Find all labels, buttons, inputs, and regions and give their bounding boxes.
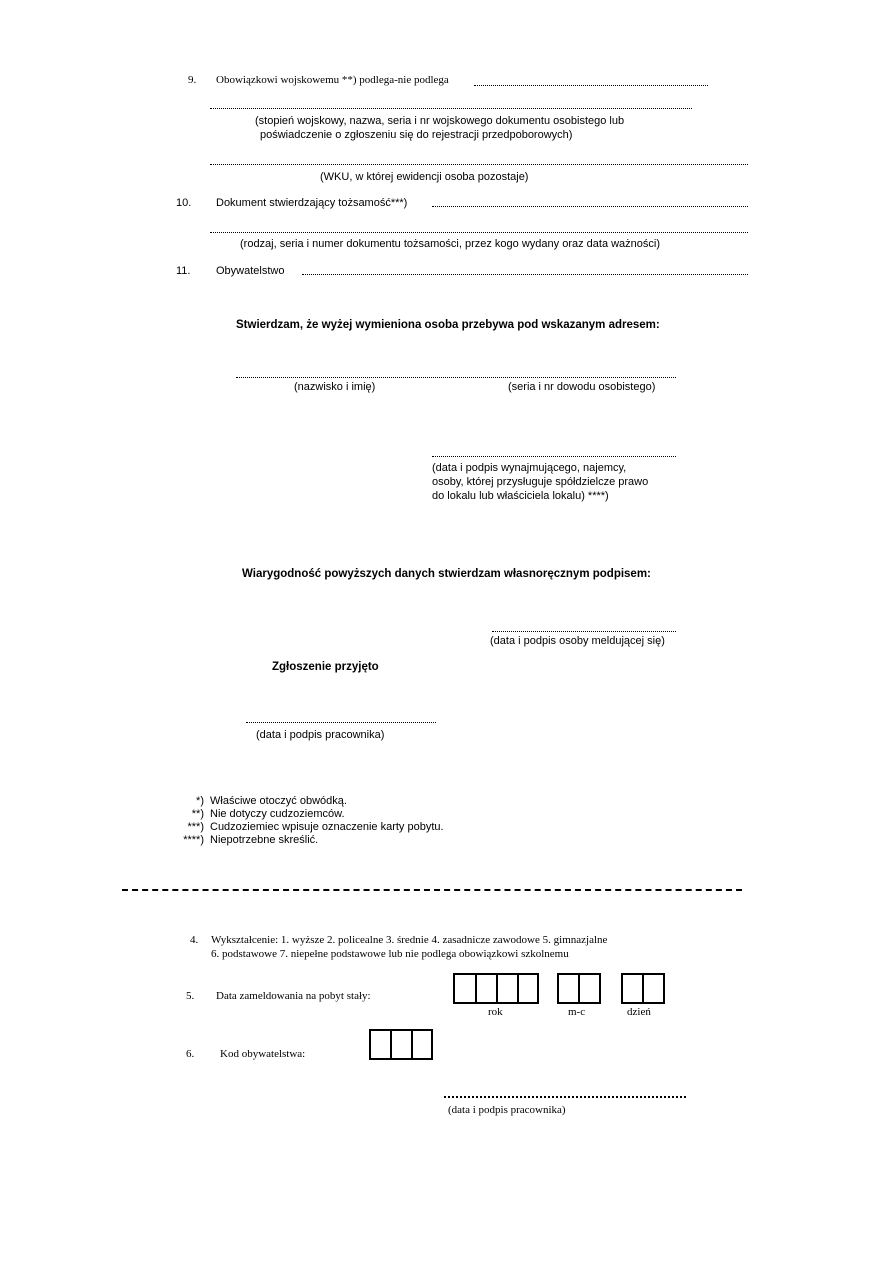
landlord-caption-line3: do lokalu lub właściciela lokalu) ****) [432,490,609,502]
citizenship-code-boxes[interactable] [369,1029,433,1060]
cut-line [122,889,742,891]
footnote-item [180,834,318,846]
name-caption: (nazwisko i imię) [294,381,376,393]
day-label: dzień [627,1006,651,1018]
identity-document-caption: (rodzaj, seria i numer dokumentu tożsamości, przez kogo wydany oraz data ważności) [240,238,661,250]
item5-number: 5. [186,990,195,1002]
wku-field[interactable] [210,164,748,165]
section10-number: 10. [176,197,192,209]
footnote-mark: ***) [187,821,204,833]
footnote-text: Cudzoziemiec wpisuje oznaczenie karty pobytu. [210,821,444,833]
day-box-divider [642,975,644,1002]
landlord-caption-line2: osoby, której przysługuje spółdzielcze prawo [432,476,649,488]
landlord-caption-line1: (data i podpis wynajmującego, najemcy, [432,462,627,474]
footnote-text: Niepotrzebne skreślić. [210,834,319,846]
citizenship-field[interactable] [302,274,748,275]
code-box-divider [411,1031,413,1058]
section11-label: Obywatelstwo [216,265,285,277]
footnote-text: Nie dotyczy cudzoziemców. [210,808,345,820]
footnote-mark: *) [196,795,204,807]
year-input-boxes[interactable] [453,973,539,1004]
year-box-divider [517,975,519,1002]
registration-date-label: Data zameldowania na pobyt stały: [216,990,371,1002]
office-signature-caption: (data i podpis pracownika) [448,1104,566,1116]
code-box-divider [390,1031,392,1058]
identity-document-details-field[interactable] [210,232,748,233]
confirmation-heading: Stwierdzam, że wyżej wymieniona osoba przebywa pod wskazanym adresem: [236,319,660,331]
section9-number: 9. [188,74,197,86]
office-signature-field[interactable] [444,1096,686,1098]
credibility-heading: Wiarygodność powyższych danych stwierdzam własnoręcznym podpisem: [242,568,651,580]
employee-signature-field[interactable] [246,722,436,723]
registrant-signature-field[interactable] [492,631,676,632]
id-number-caption: (seria i nr dowodu osobistego) [508,381,656,393]
month-input-boxes[interactable] [557,973,601,1004]
education-options-line2: 6. podstawowe 7. niepełne podstawowe lub nie podlega obowiązkowi szkolnemu [211,948,569,960]
military-document-caption-line1: (stopień wojskowy, nazwa, seria i nr wojskowego dokumentu osobistego lub [255,115,625,127]
employee-signature-caption: (data i podpis pracownika) [256,729,385,741]
footnote-item [180,821,444,833]
name-and-id-field[interactable] [236,377,676,378]
section9-label: Obowiązkowi wojskowemu **) podlega-nie podlega [216,74,449,86]
footnote-text: Właściwe otoczyć obwódką. [210,795,347,807]
footnote-mark: **) [191,808,204,820]
landlord-signature-field[interactable] [432,456,676,457]
year-box-divider [475,975,477,1002]
wku-caption: (WKU, w której ewidencji osoba pozostaje) [320,171,529,183]
accepted-heading: Zgłoszenie przyjęto [272,661,379,673]
footnote-item [180,795,347,807]
footnote-item [180,808,345,820]
military-rank-document-field[interactable] [210,108,692,109]
month-label: m-c [568,1006,586,1018]
item6-number: 6. [186,1048,195,1060]
section11-number: 11. [176,265,191,277]
citizenship-code-label: Kod obywatelstwa: [220,1048,306,1060]
identity-document-field[interactable] [432,206,748,207]
registrant-signature-caption: (data i podpis osoby meldującej się) [490,635,665,647]
section10-label: Dokument stwierdzający tożsamość***) [216,197,408,209]
month-box-divider [578,975,580,1002]
year-label: rok [488,1006,503,1018]
day-input-boxes[interactable] [621,973,665,1004]
education-options-line1: Wykształcenie: 1. wyższe 2. policealne 3. średnie 4. zasadnicze zawodowe 5. gimnazjalne [211,934,608,946]
footnote-mark: ****) [183,834,204,846]
military-status-field[interactable] [474,85,708,86]
year-box-divider [496,975,498,1002]
item4-number: 4. [190,934,199,946]
military-document-caption-line2: poświadczenie o zgłoszeniu się do rejestracji przedpoborowych) [260,129,573,141]
